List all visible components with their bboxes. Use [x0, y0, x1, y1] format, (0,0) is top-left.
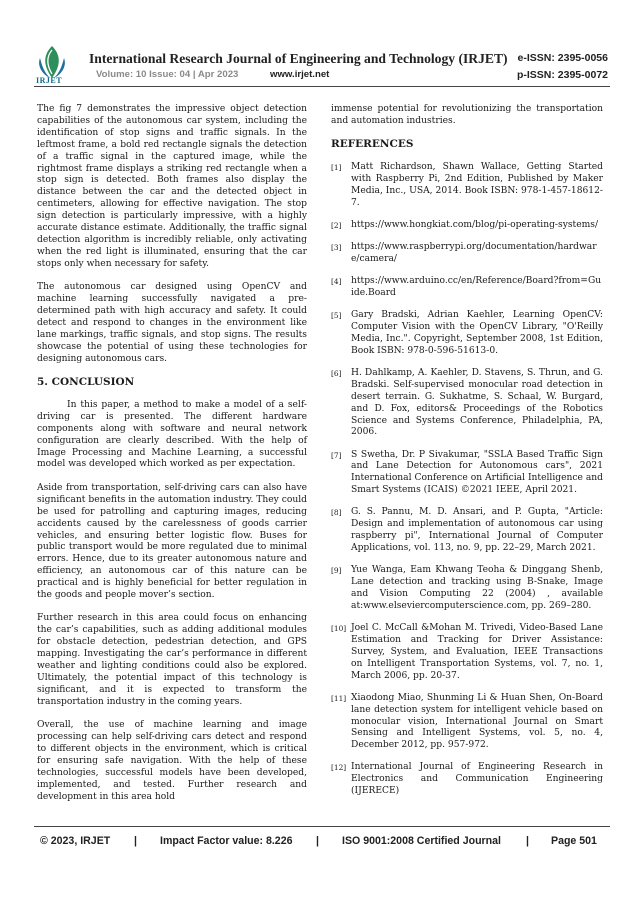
reference-item — [331, 565, 603, 613]
reference-list — [331, 162, 603, 798]
reference-number: [2] — [331, 221, 342, 231]
paragraph: In this paper, a method to make a model of a self-driving car is presented. The different hardware components along with software and neural network configuration are clearly described. With the help of Image Processing and Machine Learning, a successful model was developed which worked as per expectation. — [37, 399, 307, 470]
page-header — [0, 0, 638, 88]
reference-text: Gary Bradski, Adrian Kaehler, Learning OpenCV: Computer Vision with the OpenCV Library, "O'Reilly Media, Inc.". Copyright, September 2008, 1st Edition, Book ISBN: 978-0-596-51613-0. — [351, 310, 603, 356]
footer-separator: | — [526, 835, 529, 847]
reference-text: Matt Richardson, Shawn Wallace, Getting Started with Raspberry Pi, 2nd Edition, Published by Maker Media, Inc., USA, 2014. Book ISBN: 978-1-457-18612-7. — [351, 162, 603, 208]
reference-item — [331, 693, 603, 753]
reference-text: Xiaodong Miao, Shunming Li & Huan Shen, On-Board lane detection system for intelligent vehicle based on monocular vision, International Journal on Smart Sensing and Intelligent Systems, vol. 5, no. 4, December 2012, pp. 957-972. — [351, 692, 603, 751]
footer-impact-factor: Impact Factor value: 8.226 — [160, 835, 293, 847]
header-divider — [34, 86, 610, 87]
paragraph: The fig 7 demonstrates the impressive object detection capabilities of the autonomous car system, including the identification of stop signs and traffic signals. In the leftmost frame, a bold red rectangle signals the detection of a traffic signal in the captured image, while the rightmost frame displays a striking red rectangle when a stop sign is detected. Both frames also display the distance between the car and the detected object in centimeters, allowing for effective navigation. The stop sign detection is particularly impressive, with a highly accurate distance estimate. Additionally, the traffic signal detection algorithm is incredibly reliable, only activating when the red light is illuminated, ensuring that the car stops only when necessary for safety. — [37, 104, 307, 269]
paragraph: Overall, the use of machine learning and image processing can help self-driving cars detect and respond to different objects in the environment, which is critical for ensuring safe navigation. With the help of these technologies, successful models have been developed, implemented, and tested. Further research and development in this area hold — [37, 720, 307, 802]
paragraph: immense potential for revolutionizing the transportation and automation industries. — [331, 104, 603, 126]
reference-item — [331, 368, 603, 439]
footer-divider — [34, 826, 610, 827]
references-heading: REFERENCES — [331, 138, 414, 151]
right-column — [331, 104, 603, 808]
logo-text: IRJET — [36, 76, 63, 85]
footer-iso: ISO 9001:2008 Certified Journal — [342, 835, 501, 847]
paragraph: Further research in this area could focus on enhancing the car’s capabilities, such as adding additional modules for obstacle detection, pedestrian detection, and GPS mapping. Investigating the car’s performance in different weather and lighting conditions could also be explored. Ultimately, the potential impact of this technology is significant, and it is expected to transform the transportation industry in the coming years. — [37, 613, 307, 707]
reference-number: [12] — [331, 763, 347, 773]
footer-separator: | — [316, 835, 319, 847]
reference-number: [11] — [331, 693, 347, 703]
reference-number: [10] — [331, 624, 347, 633]
reference-item — [331, 276, 603, 300]
paragraph: The autonomous car designed using OpenCV and machine learning successfully navigated a pre-determined path with high accuracy and safety. It could detect and respond to changes in the environment like lane markings, traffic signals, and stop signs. The results showcase the potential of using these technologies for designing autonomous cars. — [37, 282, 307, 364]
reference-item — [331, 162, 603, 210]
website-link[interactable]: www.irjet.net — [270, 69, 330, 80]
reference-item — [331, 623, 603, 683]
reference-link[interactable]: https://www.arduino.cc/en/Reference/Board?from=Guide.Board — [351, 276, 602, 299]
reference-number: [5] — [331, 311, 342, 321]
reference-text: H. Dahlkamp, A. Kaehler, D. Stavens, S. Thrun, and G. Bradski. Self-supervised monocular road detection in desert terrain. G. Sukhatme, S. Schaal, W. Burgard, and D. Fox, editors& Proceedings of the Robotics Science and Systems Conference, Philadelphia, PA, 2006. — [351, 367, 603, 438]
paragraph: Aside from transportation, self-driving cars can also have significant benefits in the automation industry. They could be used for patrolling and capturing images, reducing accidents caused by the carelessness of goods carrier vehicles, and ensuring better logistic flow. Buses for public transport would be more regulated due to minimal errors. Hence, due to its greater autonomous nature and efficiency, an autonomous car of this nature can be practical and is highly beneficial for better regulation in the goods and people mover’s section. — [37, 482, 307, 601]
reference-link[interactable]: https://www.hongkiat.com/blog/pi-operating-systems/ — [351, 220, 599, 231]
reference-link[interactable]: https://www.raspberrypi.org/documentation/hardware/camera/ — [351, 242, 597, 265]
volume-issue: Volume: 10 Issue: 04 | Apr 2023 — [96, 69, 239, 80]
footer-copyright: © 2023, IRJET — [40, 835, 111, 847]
pissn: p-ISSN: 2395-0072 — [516, 69, 608, 81]
reference-number: [6] — [331, 368, 342, 378]
reference-text: Yue Wanga, Eam Khwang Teoha & Dinggang Shenb, Lane detection and tracking using B-Snake, Image and Vision Computing 22 (2004) , available at:www.elseviercomputerscience.com, pp. 269–280. — [351, 565, 603, 611]
journal-title: International Research Journal of Engineering and Technology (IRJET) — [89, 51, 508, 66]
footer-separator: | — [134, 835, 137, 847]
conclusion-heading: 5. CONCLUSION — [37, 376, 135, 389]
reference-item — [331, 450, 603, 498]
reference-text: S Swetha, Dr. P Sivakumar, "SSLA Based Traffic Sign and Lane Detection for Autonomous cars", 2021 International Conference on Artificial Intelligence and Smart Systems (ICAIS) ©2021 IEEE, April 2021. — [351, 449, 603, 496]
reference-text: Joel C. McCall &Mohan M. Trivedi, Video-Based Lane Estimation and Tracking for Driver Assistance: Survey, System, and Evaluation, IEEE Transactions on Intelligent Transportation Systems, vol. 7, no. 1, March 2006, pp. 20-37. — [351, 623, 603, 681]
reference-number: [3] — [331, 243, 342, 253]
reference-item — [331, 220, 603, 232]
reference-number: [8] — [331, 508, 342, 518]
reference-item — [331, 507, 603, 555]
reference-number: [9] — [331, 566, 342, 576]
reference-number: [7] — [331, 450, 342, 460]
reference-text: G. S. Pannu, M. D. Ansari, and P. Gupta, "Article: Design and implementation of autonomous car using raspberry pi", International Journal of Computer Applications, vol. 113, no. 9, pp. 22–29, March 2021. — [351, 507, 603, 554]
reference-item — [331, 310, 603, 358]
eissn: e-ISSN: 2395-0056 — [517, 52, 608, 64]
reference-item — [331, 242, 603, 266]
reference-number: [4] — [331, 277, 342, 287]
left-column — [37, 104, 307, 815]
reference-text: International Journal of Engineering Research in Electronics and Communication Engineering (IJERECE) — [351, 762, 603, 797]
footer-page-number: Page 501 — [551, 835, 597, 847]
reference-number: [1] — [331, 163, 342, 173]
reference-item — [331, 762, 603, 798]
